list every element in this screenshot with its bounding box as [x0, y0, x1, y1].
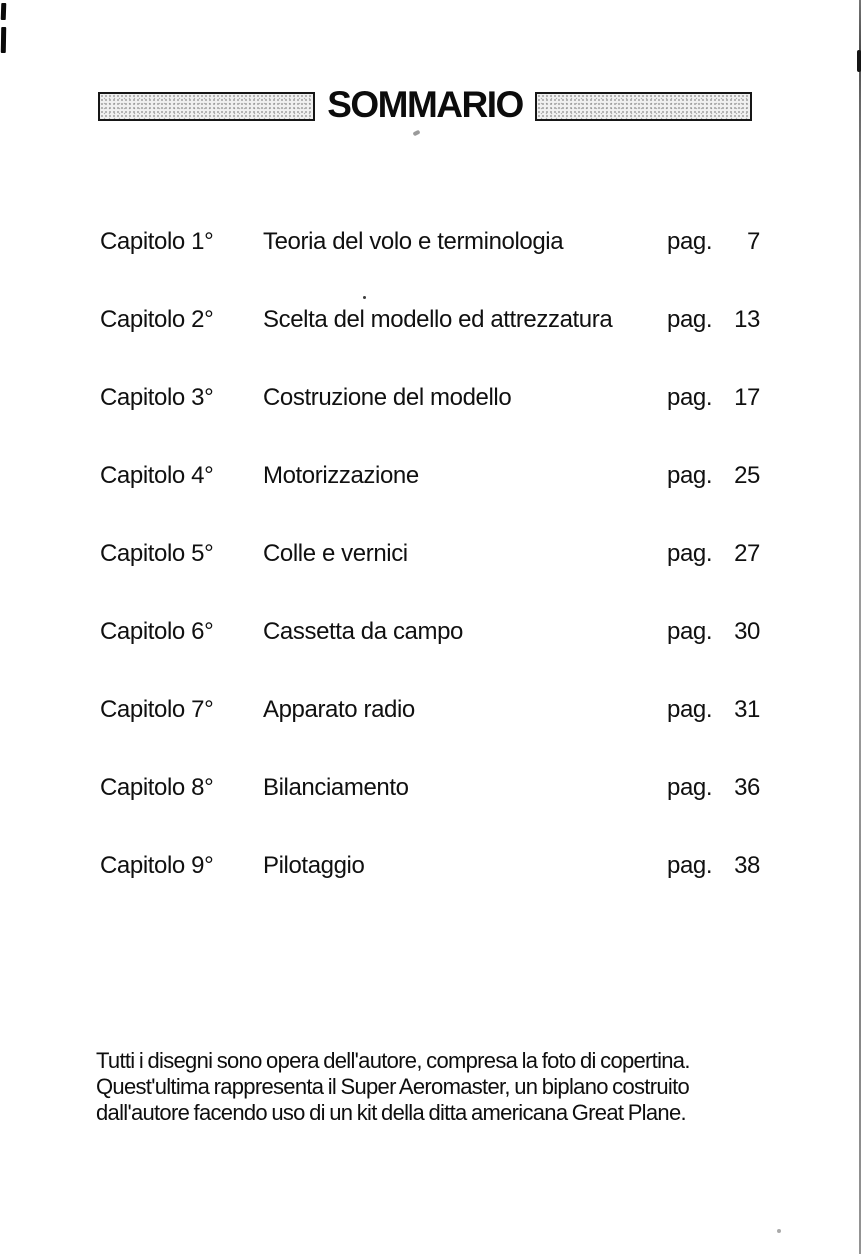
scan-artifact-speck	[777, 1229, 781, 1233]
toc-page-label: pag.	[667, 540, 713, 567]
toc-row-9	[100, 854, 760, 878]
toc-page-number: 25	[734, 462, 760, 489]
toc-row-2	[100, 308, 760, 332]
scan-artifact-right-edge-line	[859, 0, 861, 1254]
toc-row-3	[100, 386, 760, 410]
toc-title: Apparato radio	[263, 696, 415, 723]
scan-artifact-top-left-mark	[1, 27, 6, 53]
toc-row-7	[100, 698, 760, 722]
toc-page-label: pag.	[667, 306, 713, 333]
toc-list	[100, 230, 760, 932]
toc-page-number: 30	[734, 618, 760, 645]
toc-page-number: 27	[734, 540, 760, 567]
toc-page-label: pag.	[667, 384, 713, 411]
toc-page-label: pag.	[667, 618, 713, 645]
toc-row-6	[100, 620, 760, 644]
toc-chapter: Capitolo 2°	[100, 306, 214, 333]
toc-row-1	[100, 230, 760, 254]
toc-row-5	[100, 542, 760, 566]
toc-page-number: 31	[734, 696, 760, 723]
sommario-header	[98, 84, 752, 128]
toc-page-label: pag.	[667, 462, 713, 489]
toc-chapter: Capitolo 6°	[100, 618, 214, 645]
toc-chapter: Capitolo 3°	[100, 384, 214, 411]
toc-chapter: Capitolo 9°	[100, 852, 214, 879]
toc-chapter: Capitolo 5°	[100, 540, 214, 567]
toc-page-number: 17	[734, 384, 760, 411]
toc-title: Motorizzazione	[263, 462, 419, 489]
scan-artifact-right-edge-blob	[857, 50, 861, 72]
toc-page-label: pag.	[667, 696, 713, 723]
toc-chapter: Capitolo 1°	[100, 228, 214, 255]
toc-page-label: pag.	[667, 774, 713, 801]
toc-page-number: 36	[734, 774, 760, 801]
header-bar-right	[535, 92, 752, 121]
toc-chapter: Capitolo 4°	[100, 462, 214, 489]
header-bar-left	[98, 92, 315, 121]
colophon-line: dall'autore facendo uso di un kit della ditta americana Great Plane.	[96, 1100, 686, 1125]
toc-chapter: Capitolo 7°	[100, 696, 214, 723]
colophon-line: Quest'ultima rappresenta il Super Aeromaster, un biplano costruito	[96, 1074, 690, 1099]
toc-page-label: pag.	[667, 852, 713, 879]
toc-page-number: 13	[734, 306, 760, 333]
toc-chapter: Capitolo 8°	[100, 774, 214, 801]
colophon-line: Tutti i disegni sono opera dell'autore, compresa la foto di copertina.	[96, 1048, 690, 1073]
toc-row-8	[100, 776, 760, 800]
toc-title: Bilanciamento	[263, 774, 409, 801]
toc-page-label: pag.	[667, 228, 713, 255]
scan-artifact-top-left-mark	[1, 3, 7, 20]
toc-row-4	[100, 464, 760, 488]
toc-page-number: 7	[747, 228, 760, 255]
toc-title: Teoria del volo e terminologia	[263, 228, 564, 255]
toc-title: Costruzione del modello	[263, 384, 512, 411]
colophon-note	[96, 1048, 778, 1126]
toc-title: Colle e vernici	[263, 540, 408, 567]
toc-page-number: 38	[734, 852, 760, 879]
toc-title: Pilotaggio	[263, 852, 365, 879]
toc-title: Cassetta da campo	[263, 618, 463, 645]
toc-title: Scelta del modello ed attrezzatura	[263, 306, 613, 333]
page-title: SOMMARIO	[327, 84, 523, 125]
scan-artifact-speck	[412, 130, 420, 137]
